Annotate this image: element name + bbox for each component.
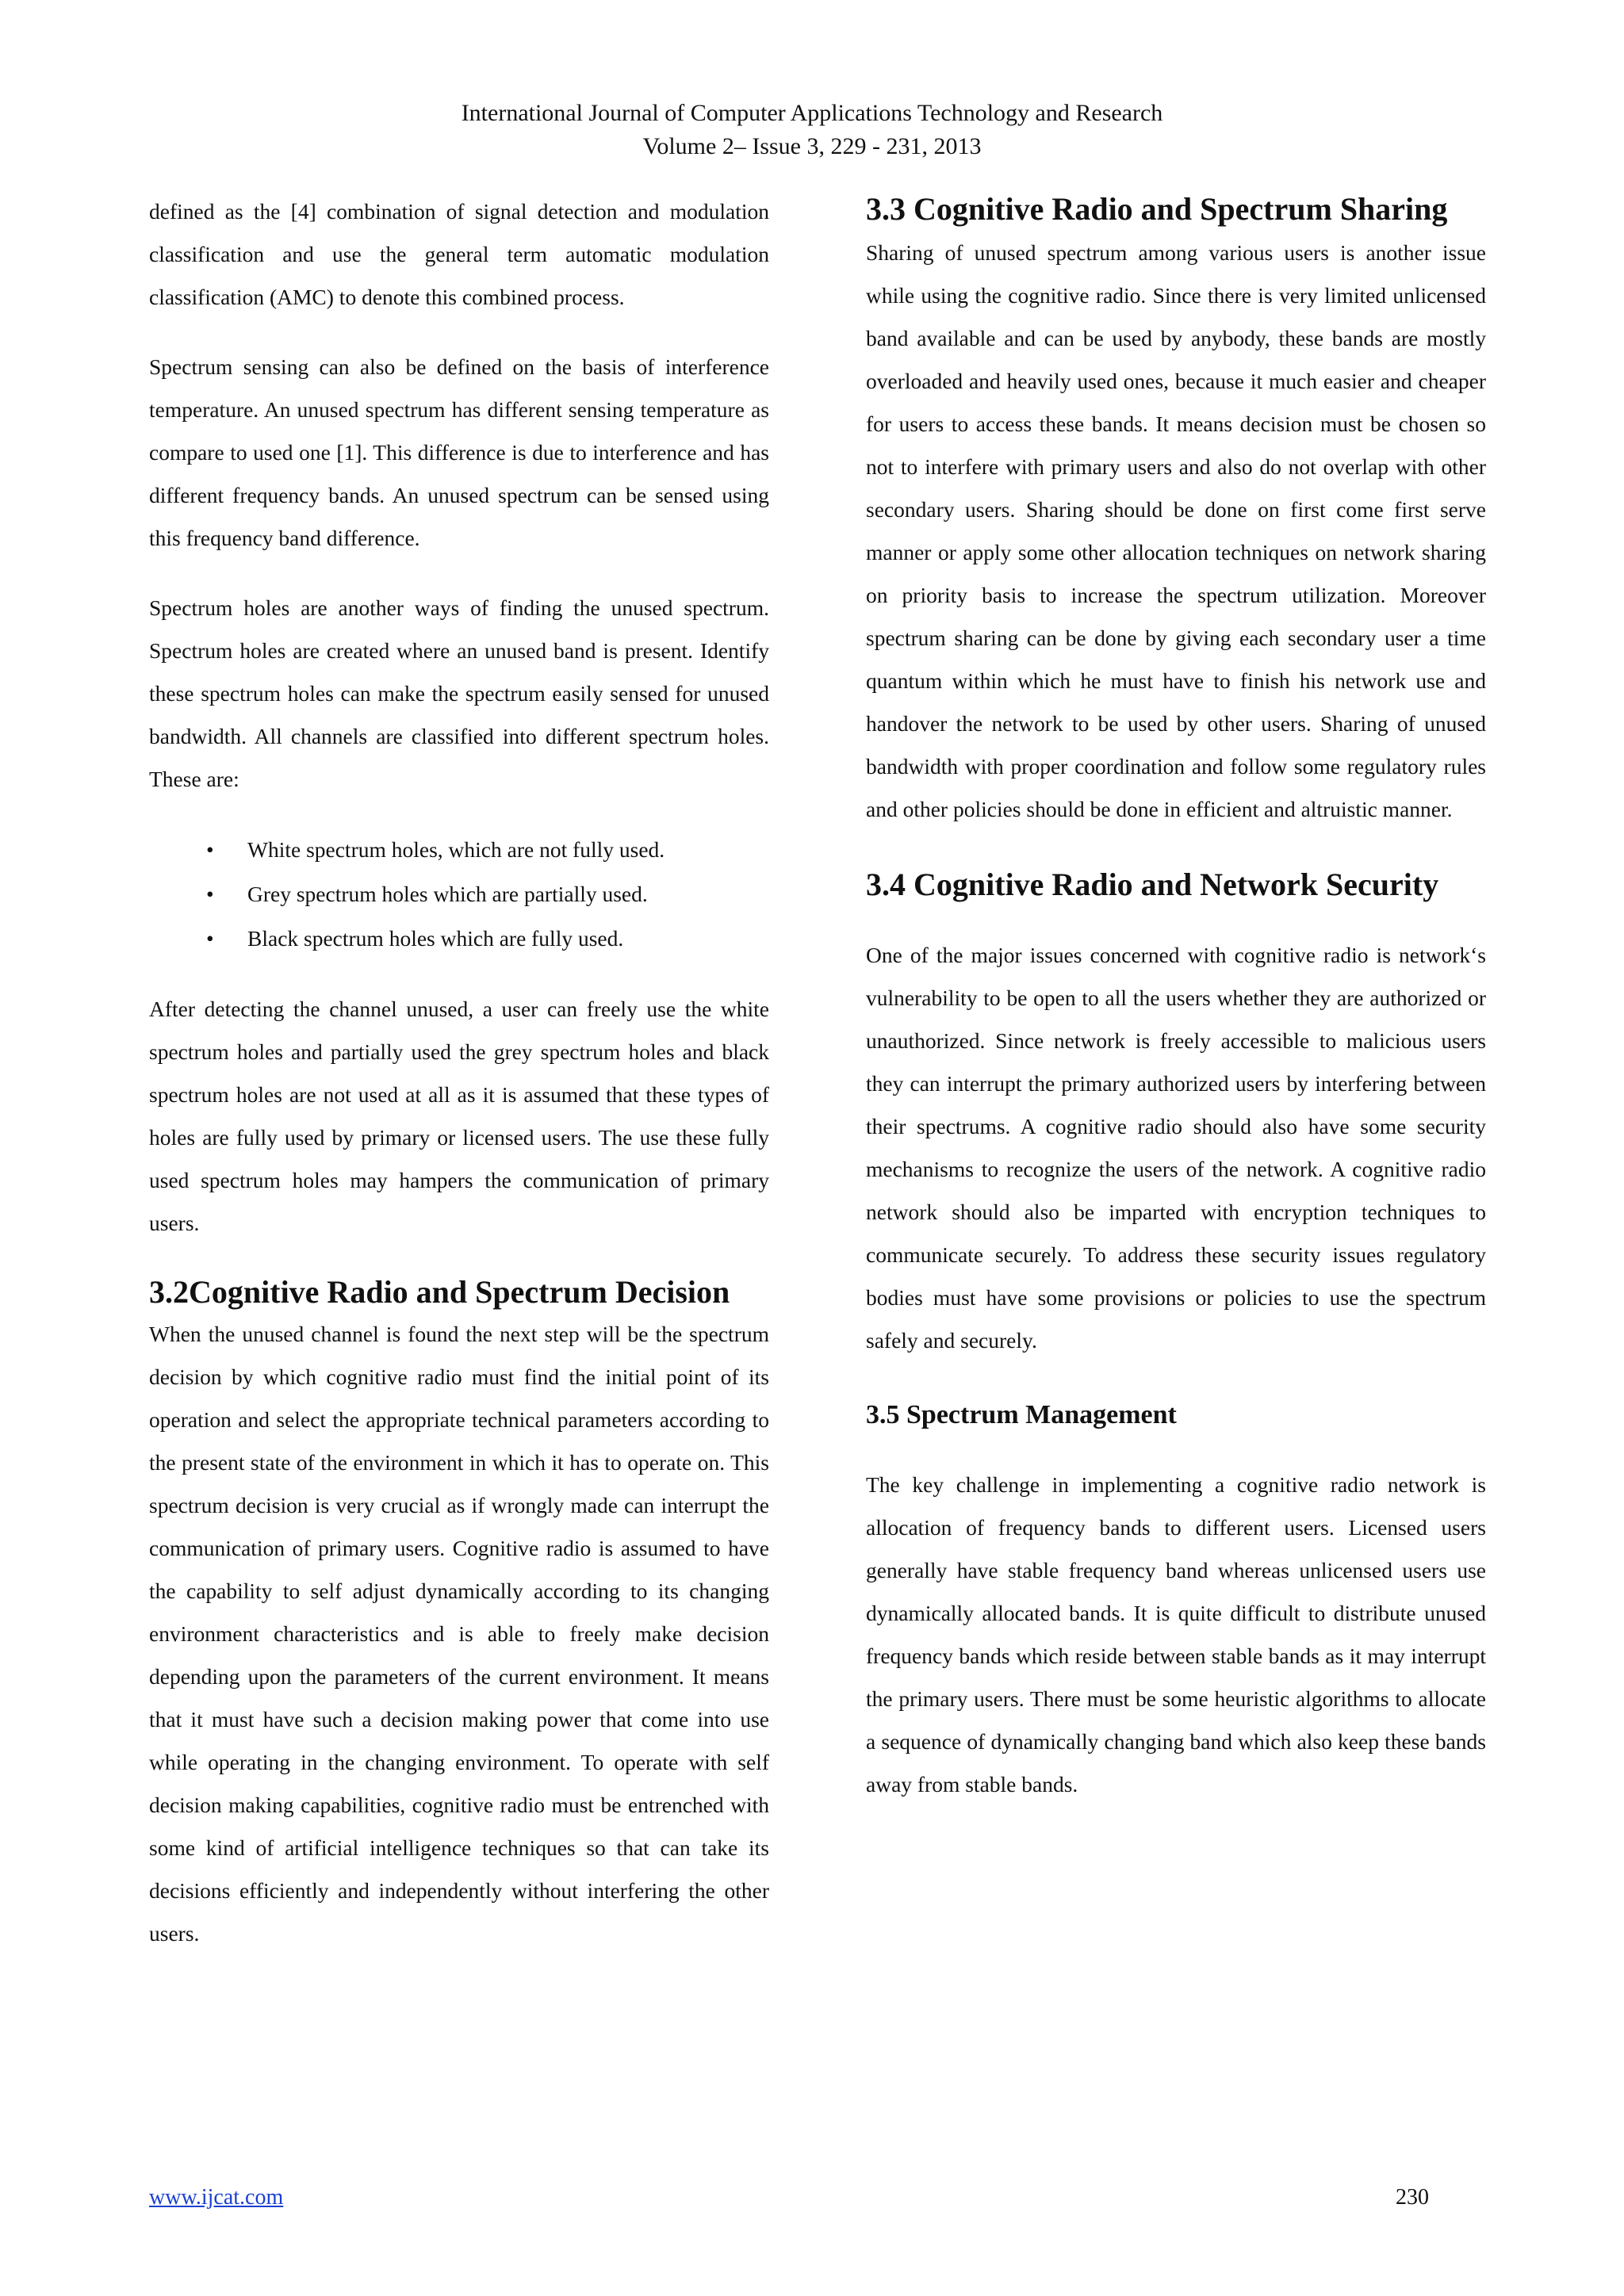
paragraph: The key challenge in implementing a cognitive radio network is allocation of frequency bands to different users. Licensed users generally have stable frequency band whereas unlicensed users use dynamically allocated bands. It is quite difficult to distribute unused frequency bands which reside between stable bands as it may interrupt the primary users. There must be some heuristic algorithms to allocate a sequence of dynamically changing band which also keep these bands away from stable bands. (866, 1472, 1486, 1797)
list-item: • White spectrum holes, which are not fully used. (247, 828, 769, 872)
paragraph: defined as the [4] combination of signal detection and modulation classification and use the general term automatic modulation classification (AMC) to denote this combined process. (149, 199, 769, 309)
section-heading-3-3: 3.3 Cognitive Radio and Spectrum Sharing (866, 191, 1448, 227)
page-number: 230 (1396, 2185, 1429, 2210)
section-heading-3-4: 3.4 Cognitive Radio and Network Security (866, 867, 1439, 902)
list-item: • Grey spectrum holes which are partially used. (247, 872, 769, 916)
paragraph: Spectrum sensing can also be defined on the basis of interference temperature. An unused spectrum has different sensing temperature as compare to used one [1]. This difference is due to interference and has different frequency bands. An unused spectrum can be sensed using this frequency band difference. (149, 354, 769, 550)
list-item: • Black spectrum holes which are fully used. (247, 916, 769, 961)
section-heading-3-5: 3.5 Spectrum Management (866, 1400, 1177, 1429)
journal-title: International Journal of Computer Applications Technology and Research (461, 100, 1163, 126)
paragraph: When the unused channel is found the next step will be the spectrum decision by which cognitive radio must find the initial point of its operation and select the appropriate technical parameters according to the present state of the environment in which it has to operate on. This spectrum decision is very crucial as if wrongly made can interrupt the communication of primary users. Cognitive radio is assumed to have the capability to self adjust dynamically according to its changing environment characteristics and is able to freely make decision depending upon the parameters of the current environment. It means that it must have such a decision making power that come into use while operating in the changing environment. To operate with self decision making capabilities, cognitive radio must be entrenched with some kind of artificial intelligence techniques so that can take its decisions efficiently and independently without interfering the other users. (149, 1322, 769, 1946)
running-header (0, 97, 1624, 163)
spectrum-holes-list (149, 828, 769, 961)
journal-website-link[interactable]: www.ijcat.com (149, 2185, 284, 2210)
section-heading-3-2: 3.2Cognitive Radio and Spectrum Decision (149, 1274, 730, 1310)
paragraph: One of the major issues concerned with cognitive radio is network‘s vulnerability to be open to all the users whether they are authorized or unauthorized. Since network is freely accessible to malicious users they can interrupt the primary authorized users by interfering between their spectrums. A cognitive radio should also have some security mechanisms to recognize the users of the network. A cognitive radio network should also be imparted with encryption techniques to communicate securely. To address these security issues regulatory bodies must have some provisions or policies to use the spectrum safely and securely. (866, 943, 1486, 1353)
journal-volume: Volume 2– Issue 3, 229 - 231, 2013 (642, 133, 982, 159)
paragraph: After detecting the channel unused, a user can freely use the white spectrum holes and partially used the grey spectrum holes and black spectrum holes are not used at all as it is assumed that these types of holes are fully used by primary or licensed users. The use these fully used spectrum holes may hampers the communication of primary users. (149, 997, 769, 1235)
left-column (149, 190, 769, 1955)
paragraph: Sharing of unused spectrum among various users is another issue while using the cognitive radio. Since there is very limited unlicensed band available and can be used by anybody, these bands are mostly overloaded and heavily used ones, because it much easier and cheaper for users to access these bands. It means decision must be chosen so not to interfere with primary users and also do not overlap with other secondary users. Sharing should be done on first come first serve manner or apply some other allocation techniques on network sharing on priority basis to increase the spectrum utilization. Moreover spectrum sharing can be done by giving each secondary user a time quantum within which he must have to finish his network use and handover the network to be used by other users. Sharing of unused bandwidth with proper coordination and follow some regulatory rules and other policies should be done in efficient and altruistic manner. (866, 240, 1486, 821)
right-column (866, 189, 1486, 1806)
paragraph: Spectrum holes are another ways of finding the unused spectrum. Spectrum holes are created where an unused band is present. Identify these spectrum holes can make the spectrum easily sensed for unused bandwidth. All channels are classified into different spectrum holes. These are: (149, 595, 769, 791)
